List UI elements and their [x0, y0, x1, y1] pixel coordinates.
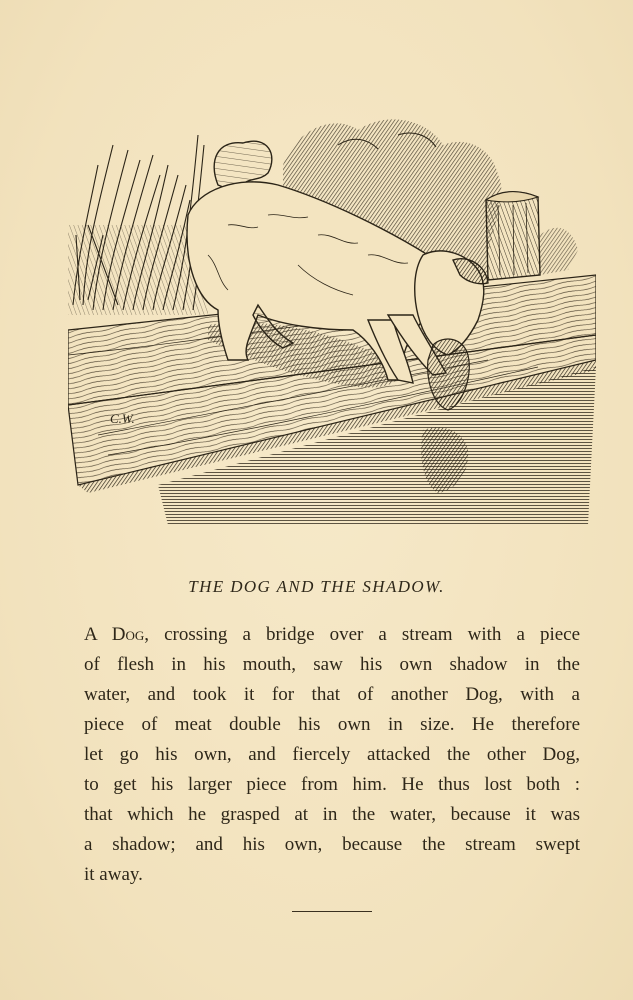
- fable-text: [84, 620, 580, 890]
- dog-engraving-illustration: [68, 105, 596, 525]
- fable-line-2: of flesh in his mouth, saw his own shadow in the: [84, 654, 580, 675]
- fable-opening-word: A Dog,: [84, 624, 149, 645]
- fable-line-3: water, and took it for that of another Dog, with a: [84, 684, 580, 705]
- wooden-post: [486, 192, 578, 280]
- fable-line-6: to get his larger piece from him. He thus lost both :: [84, 774, 580, 795]
- fable-line-8: a shadow; and his own, because the stream swept: [84, 834, 580, 855]
- fable-line-5: let go his own, and fiercely attacked the other Dog,: [84, 744, 580, 765]
- fable-line-9: it away.: [84, 864, 143, 885]
- fable-line-7: that which he grasped at in the water, because it was: [84, 804, 580, 825]
- end-rule: [292, 911, 372, 912]
- fable-title: THE DOG AND THE SHADOW.: [188, 577, 445, 596]
- artist-signature: C.W.: [110, 411, 135, 426]
- fable-line-1: A Dog, crossing a bridge over a stream with a piece: [84, 624, 581, 645]
- fable-line-4: piece of meat double his own in size. He therefore: [84, 714, 580, 735]
